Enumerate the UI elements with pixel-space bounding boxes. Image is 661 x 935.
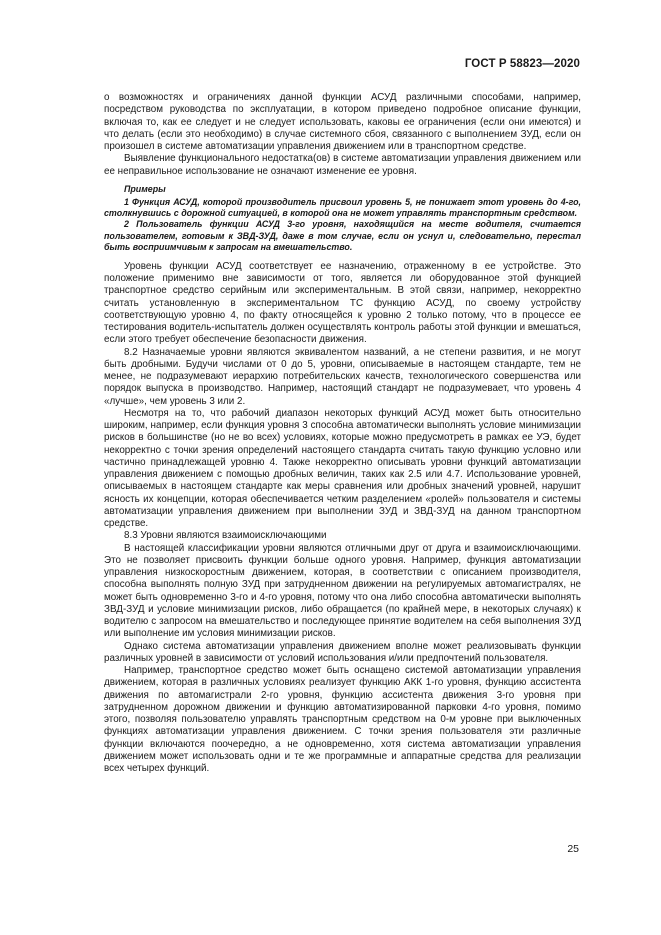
example-1: 1 Функция АСУД, которой производитель присвоил уровень 5, не понижает этот уровень до 4-го, столкнувшись с дорожной ситуацией, в которой она не может управлять транспортным средством. [104,196,581,219]
paragraph-continuation: о возможностях и ограничениях данной функции АСУД различными способами, например, посредством руководства по эксплуатации, в котором приведено подробное описание функции, включая то, как ее следует и не следует использовать, каковы ее ограничения (если они имеются) и что делать (если это необходимо) в случае системного сбоя, связанного с выполнением ЗУД, если он произошел в системе автоматизации управления движением или в транспортном средстве. [104,92,581,152]
paragraph-different-levels: Однако система автоматизации управления движением вполне может реализовывать функции различных уровней в зависимости от условий использования и/или предпочтений пользователя. [104,640,581,664]
document-number: ГОСТ Р 58823—2020 [464,58,580,70]
document-body [104,92,581,775]
paragraph-functional-deficiency: Выявление функционального недостатка(ов) в системе автоматизации управления движением или ее неправильное использование не означают изменение ее уровня. [104,153,581,177]
page-number: 25 [567,843,579,855]
example-2: 2 Пользователь функции АСУД 3-го уровня, находящийся на месте водителя, считается пользователем, готовым к ЗВД-ЗУД, даже в том случае, если он уснул и, следовательно, перестал быть восприимчивым к запросам на вмешательство. [104,219,581,252]
section-heading-8-3: 8.3 Уровни являются взаимоисключающими [124,530,327,542]
examples-heading: Примеры [124,183,166,194]
paragraph-8-2: 8.2 Назначаемые уровни являются эквивалентом названий, а не степени развития, и не могут быть дробными. Будучи числами от 0 до 5, уровни, описываемые в настоящем стандарте, тем не менее, не подразумевают иерархию потребительских качеств, технологического совершенства или порядок выпуска в производство. Например, настоящий стандарт не подразумевает, что уровень 4 «лучше», чем уровень 3 или 2. [104,346,581,407]
paragraph-mutually-exclusive: В настоящей классификации уровни являются отличными друг от друга и взаимоисключающими. Это не позволяет присвоить функции больше одного уровня. Например, функция автоматизации управления низкоскоростным движением, которая, в соответствии с описанием производителя, способна выполнять полную ЗУД при затрудненном движении на регулируемых автомагистралях, не может быть одновременно 3-го и 4-го уровня, потому что она либо способна автоматически выполнять ЗВД-ЗУД и условие минимизации рисков, либо обращается (по крайней мере, в некоторых случаях) к водителю с запросом на вмешательство и последующее принятие водителем на себя выполнения ЗУД или выполнение им условия минимизации рисков. [104,542,581,640]
paragraph-level-purpose: Уровень функции АСУД соответствует ее назначению, отраженному в ее устройстве. Это положение применимо вне зависимости от того, является ли оборудованное этой функцией транспортное средство серийным или экспериментальным. В этой связи, например, некорректно считать установленную в экспериментальном ТС функцию АСУД, по своему устройству соответствующую уровню 4, по факту относящейся к уровню 2 только потому, что в процессе ее тестирования водитель-испытатель должен осуществлять контроль работы этой функции и вмешаться, если этого требует обеспечение безопасности движения. [104,260,581,346]
paragraph-vehicle-example: Например, транспортное средство может быть оснащено системой автоматизации управления движением, которая в различных условиях реализует функцию АКК 1-го уровня, функцию ассистента движения по автомагистрали 2-го уровня, функцию ассистента движения 3-го уровня при затрудненном дорожном движении и функцию автоматизированной парковки 4-го уровня, помимо этого, позволяя пользователю управлять транспортным средством на 0-м уровне при выключенных функциях автоматизации управления движением. С точки зрения пользователя эти различные функции включаются поочередно, а не одновременно, хотя система автоматизации управления движением может использовать одни и те же программные и аппаратные средства для реализации всех четырех функций. [104,665,581,775]
paragraph-wide-range: Несмотря на то, что рабочий диапазон некоторых функций АСУД может быть относительно широким, например, если функция уровня 3 способна автоматически выполнять условие минимизации рисков в большинстве (но не во всех) условиях, которые можно предусмотреть в рамках ее УЭ, будет некорректно с точки зрения определений настоящего стандарта считать такую функцию условно или частично принадлежащей уровню 4. Также некорректно описывать уровни функций автоматизации управления движением с помощью дробных величин, таких как 2.5 или 4.7. Использование уровней, описываемых в настоящем стандарте как меры сравнения или дробных значений уровней, нарушит ясность их концепции, которая обеспечивается четким разделением «ролей» пользователя и системы автоматизации управления движением при выполнении ЗУД и ЗВД-ЗУД на данном транспортном средстве. [104,407,581,530]
